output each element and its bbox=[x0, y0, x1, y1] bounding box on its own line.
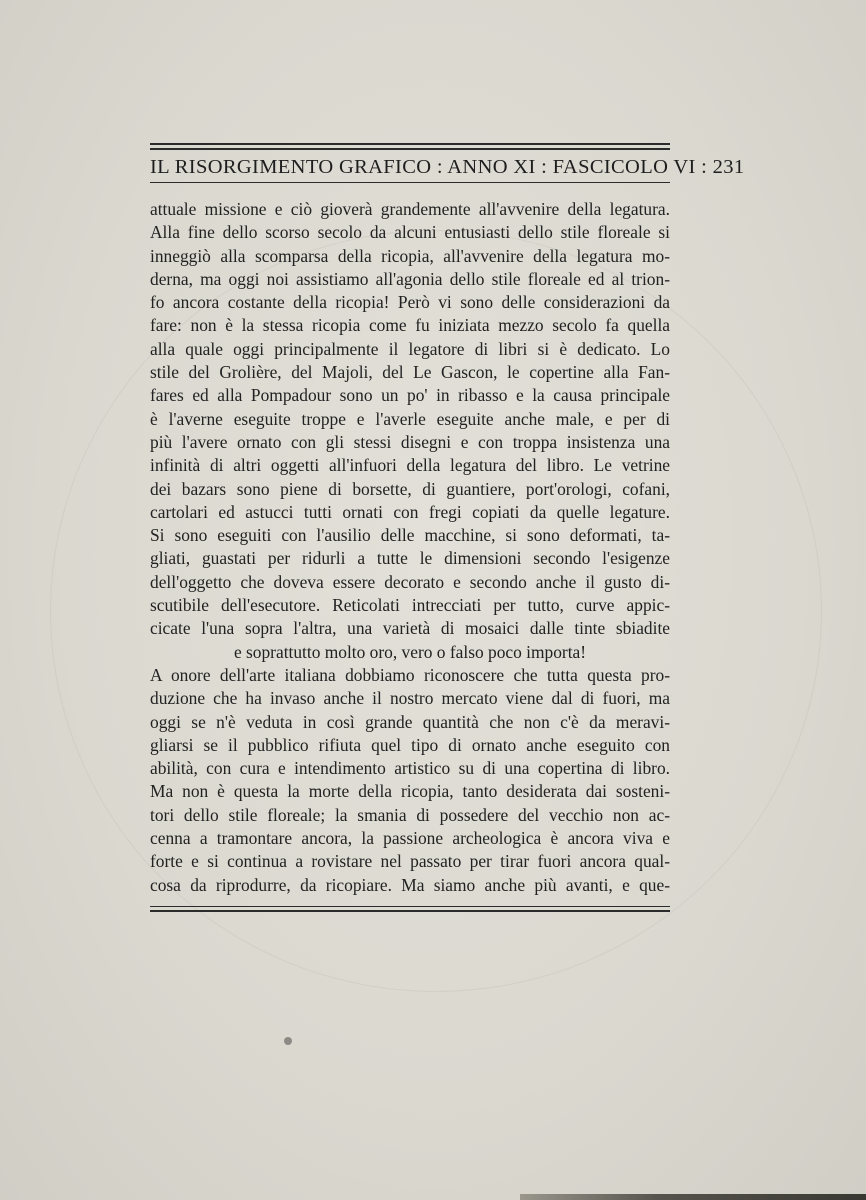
text-line: inneggiò alla scomparsa della ricopia, all'avvenire della legatura mo- bbox=[150, 245, 670, 266]
text-line: fares ed alla Pompadour sono un po' in ribasso e la causa principale bbox=[150, 385, 670, 406]
text-line: cartolari ed astucci tutti ornati con fregi copiati da quelle legature. bbox=[150, 501, 670, 522]
header-underline bbox=[150, 182, 670, 183]
text-line: oggi se n'è veduta in così grande quantità che non c'è da meravi- bbox=[150, 711, 670, 732]
text-line-centered: e soprattutto molto oro, vero o falso poco importa! bbox=[233, 641, 587, 662]
text-line: più l'avere ornato con gli stessi disegni e con troppa insistenza una bbox=[150, 431, 670, 452]
text-line: abilità, con cura e intendimento artistico su di una copertina di libro. bbox=[150, 758, 670, 779]
page-bottom-edge bbox=[520, 1194, 866, 1200]
text-line: forte e si continua a rovistare nel passato per tirar fuori ancora qual- bbox=[150, 851, 670, 872]
body-text bbox=[150, 198, 670, 897]
top-double-rule bbox=[150, 143, 670, 152]
text-line: scutibile dell'esecutore. Reticolati intrecciati per tutto, curve appic- bbox=[150, 595, 670, 616]
paper-speck bbox=[284, 1037, 292, 1045]
text-line: gliarsi se il pubblico rifiuta quel tipo di ornato anche eseguito con bbox=[150, 734, 670, 755]
text-line: dell'oggetto che doveva essere decorato e secondo anche il gusto di- bbox=[150, 571, 670, 592]
text-line: A onore dell'arte italiana dobbiamo riconoscere che tutta questa pro- bbox=[150, 664, 670, 685]
text-line: gliati, guastati per ridurli a tutte le dimensioni secondo l'esigenze bbox=[150, 548, 670, 569]
text-line: è l'averne eseguite troppe e l'averle eseguite anche male, e per di bbox=[150, 408, 670, 429]
text-line: derna, ma oggi noi assistiamo all'agonia dello stile floreale ed al trion- bbox=[150, 268, 670, 289]
running-header: IL RISORGIMENTO GRAFICO : ANNO XI : FASCICOLO VI : 231 bbox=[150, 156, 745, 178]
text-line: dei bazars sono piene di borsette, di guantiere, port'orologi, cofani, bbox=[150, 478, 670, 499]
text-line: tori dello stile floreale; la smania di possedere del vecchio non ac- bbox=[150, 804, 670, 825]
text-line: Alla fine dello scorso secolo da alcuni entusiasti dello stile floreale si bbox=[150, 222, 670, 243]
text-line: cenna a tramontare ancora, la passione archeologica è ancora viva e bbox=[150, 828, 670, 849]
text-line: infinità di altri oggetti all'infuori della legatura del libro. Le vetrine bbox=[150, 455, 670, 476]
bottom-double-rule bbox=[150, 906, 670, 915]
text-line: duzione che ha invaso anche il nostro mercato viene dal di fuori, ma bbox=[150, 688, 670, 709]
text-line: stile del Grolière, del Majoli, del Le Gascon, le copertine alla Fan- bbox=[150, 362, 670, 383]
text-line: attuale missione e ciò gioverà grandemente all'avvenire della legatura. bbox=[150, 199, 670, 219]
text-line: fo ancora costante della ricopia! Però vi sono delle considerazioni da bbox=[150, 292, 670, 313]
text-line: cosa da riprodurre, da ricopiare. Ma siamo anche più avanti, e que- bbox=[150, 874, 670, 895]
text-line: Si sono eseguiti con l'ausilio delle macchine, si sono deformati, ta- bbox=[150, 525, 670, 546]
text-line: fare: non è la stessa ricopia come fu iniziata mezzo secolo fa quella bbox=[150, 315, 670, 336]
text-line: cicate l'una sopra l'altra, una varietà di mosaici dalle tinte sbiadite bbox=[150, 618, 670, 639]
text-line: alla quale oggi principalmente il legatore di libri si è dedicato. Lo bbox=[150, 338, 670, 359]
text-line: Ma non è questa la morte della ricopia, tanto desiderata dai sosteni- bbox=[150, 781, 670, 802]
